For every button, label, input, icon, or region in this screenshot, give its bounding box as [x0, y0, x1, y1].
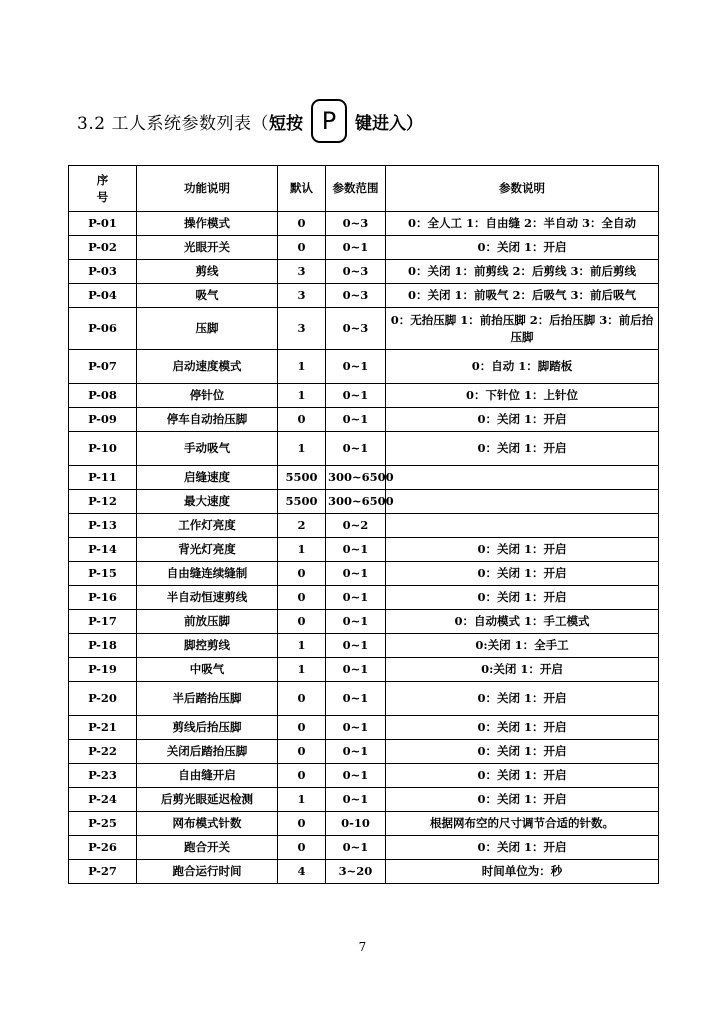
param-range: 0~1 — [326, 384, 386, 408]
param-description: 0：关闭 1：开启 — [386, 764, 659, 788]
param-function: 操作模式 — [137, 212, 278, 236]
param-description: 0：关闭 1：开启 — [386, 836, 659, 860]
param-function: 自由缝开启 — [137, 764, 278, 788]
param-range: 0~1 — [326, 432, 386, 466]
param-id: P-04 — [69, 284, 137, 308]
param-description: 0：关闭 1：前剪线 2：后剪线 3：前后剪线 — [386, 260, 659, 284]
param-default: 0 — [278, 586, 326, 610]
param-id: P-26 — [69, 836, 137, 860]
param-default: 0 — [278, 812, 326, 836]
param-id: P-09 — [69, 408, 137, 432]
table-row — [69, 490, 659, 514]
table-row — [69, 384, 659, 408]
table-row — [69, 308, 659, 350]
param-id: P-25 — [69, 812, 137, 836]
param-function: 跑合运行时间 — [137, 860, 278, 884]
param-function: 光眼开关 — [137, 236, 278, 260]
table-row — [69, 260, 659, 284]
param-description: 0：关闭 1：开启 — [386, 586, 659, 610]
param-id: P-15 — [69, 562, 137, 586]
param-default: 0 — [278, 682, 326, 716]
param-id: P-06 — [69, 308, 137, 350]
param-range: 0~1 — [326, 658, 386, 682]
table-row — [69, 610, 659, 634]
param-default: 0 — [278, 212, 326, 236]
param-description — [386, 490, 659, 514]
param-range: 0~1 — [326, 586, 386, 610]
table-row — [69, 408, 659, 432]
param-function: 停车自动抬压脚 — [137, 408, 278, 432]
param-function: 中吸气 — [137, 658, 278, 682]
table-row — [69, 350, 659, 384]
table-row — [69, 466, 659, 490]
param-description: 0：关闭 1：开启 — [386, 236, 659, 260]
param-range: 0~1 — [326, 682, 386, 716]
table-row — [69, 788, 659, 812]
table-row — [69, 562, 659, 586]
param-function: 最大速度 — [137, 490, 278, 514]
param-range: 3~20 — [326, 860, 386, 884]
param-function: 背光灯亮度 — [137, 538, 278, 562]
param-function: 吸气 — [137, 284, 278, 308]
table-row — [69, 432, 659, 466]
param-default: 3 — [278, 260, 326, 284]
table-row — [69, 514, 659, 538]
table-header-row — [69, 166, 659, 212]
param-range: 0~1 — [326, 716, 386, 740]
param-function: 工作灯亮度 — [137, 514, 278, 538]
header-function: 功能说明 — [137, 166, 278, 212]
param-default: 1 — [278, 350, 326, 384]
param-range: 0~3 — [326, 212, 386, 236]
param-description: 0：关闭 1：开启 — [386, 682, 659, 716]
param-function: 剪线后抬压脚 — [137, 716, 278, 740]
header-description: 参数说明 — [386, 166, 659, 212]
param-function: 前放压脚 — [137, 610, 278, 634]
header-default: 默认 — [278, 166, 326, 212]
param-range: 0~3 — [326, 284, 386, 308]
param-function: 半自动恒速剪线 — [137, 586, 278, 610]
param-id: P-19 — [69, 658, 137, 682]
param-function: 剪线 — [137, 260, 278, 284]
section-heading — [77, 94, 423, 148]
param-description: 0：自动模式 1：手工模式 — [386, 610, 659, 634]
table-row — [69, 682, 659, 716]
param-range: 300~6500 — [326, 466, 386, 490]
table-row — [69, 658, 659, 682]
param-function: 自由缝连续缝制 — [137, 562, 278, 586]
header-range: 参数范围 — [326, 166, 386, 212]
param-description: 0：关闭 1：开启 — [386, 408, 659, 432]
param-range: 0~1 — [326, 764, 386, 788]
param-description: 0:关闭 1：全手工 — [386, 634, 659, 658]
param-id: P-20 — [69, 682, 137, 716]
param-function: 手动吸气 — [137, 432, 278, 466]
param-function: 跑合开关 — [137, 836, 278, 860]
param-id: P-12 — [69, 490, 137, 514]
param-range: 0~1 — [326, 408, 386, 432]
p-key-icon: P — [311, 99, 347, 143]
param-range: 0~1 — [326, 538, 386, 562]
param-id: P-11 — [69, 466, 137, 490]
table-row — [69, 860, 659, 884]
param-description: 0：下针位 1：上针位 — [386, 384, 659, 408]
param-range: 0~1 — [326, 836, 386, 860]
param-default: 1 — [278, 384, 326, 408]
section-title: 3.2 工人系统参数列表（ — [77, 113, 269, 134]
header-number: 序号 — [69, 166, 137, 212]
param-id: P-27 — [69, 860, 137, 884]
table-row — [69, 284, 659, 308]
param-range: 0~3 — [326, 260, 386, 284]
enter-key-label: 键进入） — [354, 113, 423, 134]
param-default: 0 — [278, 836, 326, 860]
param-default: 5500 — [278, 490, 326, 514]
param-default: 4 — [278, 860, 326, 884]
param-description: 0：关闭 1：开启 — [386, 716, 659, 740]
param-id: P-10 — [69, 432, 137, 466]
param-function: 压脚 — [137, 308, 278, 350]
param-description: 0：关闭 1：开启 — [386, 788, 659, 812]
param-description — [386, 466, 659, 490]
param-default: 1 — [278, 788, 326, 812]
param-description: 0：关闭 1：前吸气 2：后吸气 3：前后吸气 — [386, 284, 659, 308]
param-default: 1 — [278, 634, 326, 658]
param-id: P-22 — [69, 740, 137, 764]
table-row — [69, 836, 659, 860]
param-range: 0~1 — [326, 788, 386, 812]
param-function: 启缝速度 — [137, 466, 278, 490]
table-row — [69, 716, 659, 740]
page-number: 7 — [358, 940, 367, 954]
param-default: 5500 — [278, 466, 326, 490]
param-function: 脚控剪线 — [137, 634, 278, 658]
param-id: P-21 — [69, 716, 137, 740]
table-row — [69, 236, 659, 260]
param-function: 半后踏抬压脚 — [137, 682, 278, 716]
param-range: 300~6500 — [326, 490, 386, 514]
param-default: 0 — [278, 716, 326, 740]
param-range: 0-10 — [326, 812, 386, 836]
param-description: 0：关闭 1：开启 — [386, 432, 659, 466]
param-default: 0 — [278, 236, 326, 260]
param-description: 时间单位为：秒 — [386, 860, 659, 884]
param-description: 0：自动 1：脚踏板 — [386, 350, 659, 384]
param-range: 0~3 — [326, 308, 386, 350]
param-description: 0：关闭 1：开启 — [386, 562, 659, 586]
param-default: 1 — [278, 432, 326, 466]
param-id: P-07 — [69, 350, 137, 384]
param-default: 2 — [278, 514, 326, 538]
param-function: 后剪光眼延迟检测 — [137, 788, 278, 812]
param-id: P-08 — [69, 384, 137, 408]
param-id: P-02 — [69, 236, 137, 260]
param-function: 关闭后踏抬压脚 — [137, 740, 278, 764]
param-description — [386, 514, 659, 538]
param-description: 0:关闭 1：开启 — [386, 658, 659, 682]
param-range: 0~1 — [326, 634, 386, 658]
param-default: 1 — [278, 538, 326, 562]
param-function: 网布模式针数 — [137, 812, 278, 836]
param-default: 0 — [278, 764, 326, 788]
param-range: 0~1 — [326, 350, 386, 384]
param-range: 0~1 — [326, 740, 386, 764]
table-row — [69, 538, 659, 562]
param-function: 启动速度模式 — [137, 350, 278, 384]
short-press-label: 短按 — [268, 113, 303, 134]
param-description: 0：关闭 1：开启 — [386, 538, 659, 562]
param-id: P-13 — [69, 514, 137, 538]
param-default: 0 — [278, 408, 326, 432]
param-default: 0 — [278, 610, 326, 634]
param-default: 0 — [278, 562, 326, 586]
parameter-table — [68, 165, 659, 884]
param-id: P-18 — [69, 634, 137, 658]
param-default: 1 — [278, 658, 326, 682]
table-row — [69, 812, 659, 836]
param-range: 0~1 — [326, 610, 386, 634]
param-id: P-24 — [69, 788, 137, 812]
param-id: P-23 — [69, 764, 137, 788]
param-range: 0~1 — [326, 562, 386, 586]
table-row — [69, 764, 659, 788]
param-id: P-17 — [69, 610, 137, 634]
table-row — [69, 634, 659, 658]
param-description: 0：关闭 1：开启 — [386, 740, 659, 764]
param-default: 3 — [278, 284, 326, 308]
param-id: P-01 — [69, 212, 137, 236]
param-description: 根据网布空的尺寸调节合适的针数。 — [386, 812, 659, 836]
param-function: 停针位 — [137, 384, 278, 408]
param-id: P-14 — [69, 538, 137, 562]
param-id: P-16 — [69, 586, 137, 610]
param-description: 0：全人工 1：自由缝 2：半自动 3：全自动 — [386, 212, 659, 236]
table-row — [69, 740, 659, 764]
param-id: P-03 — [69, 260, 137, 284]
param-default: 0 — [278, 740, 326, 764]
param-range: 0~1 — [326, 236, 386, 260]
param-description: 0：无抬压脚 1：前抬压脚 2：后抬压脚 3：前后抬压脚 — [386, 308, 659, 350]
table-row — [69, 586, 659, 610]
param-range: 0~2 — [326, 514, 386, 538]
table-row — [69, 212, 659, 236]
param-default: 3 — [278, 308, 326, 350]
